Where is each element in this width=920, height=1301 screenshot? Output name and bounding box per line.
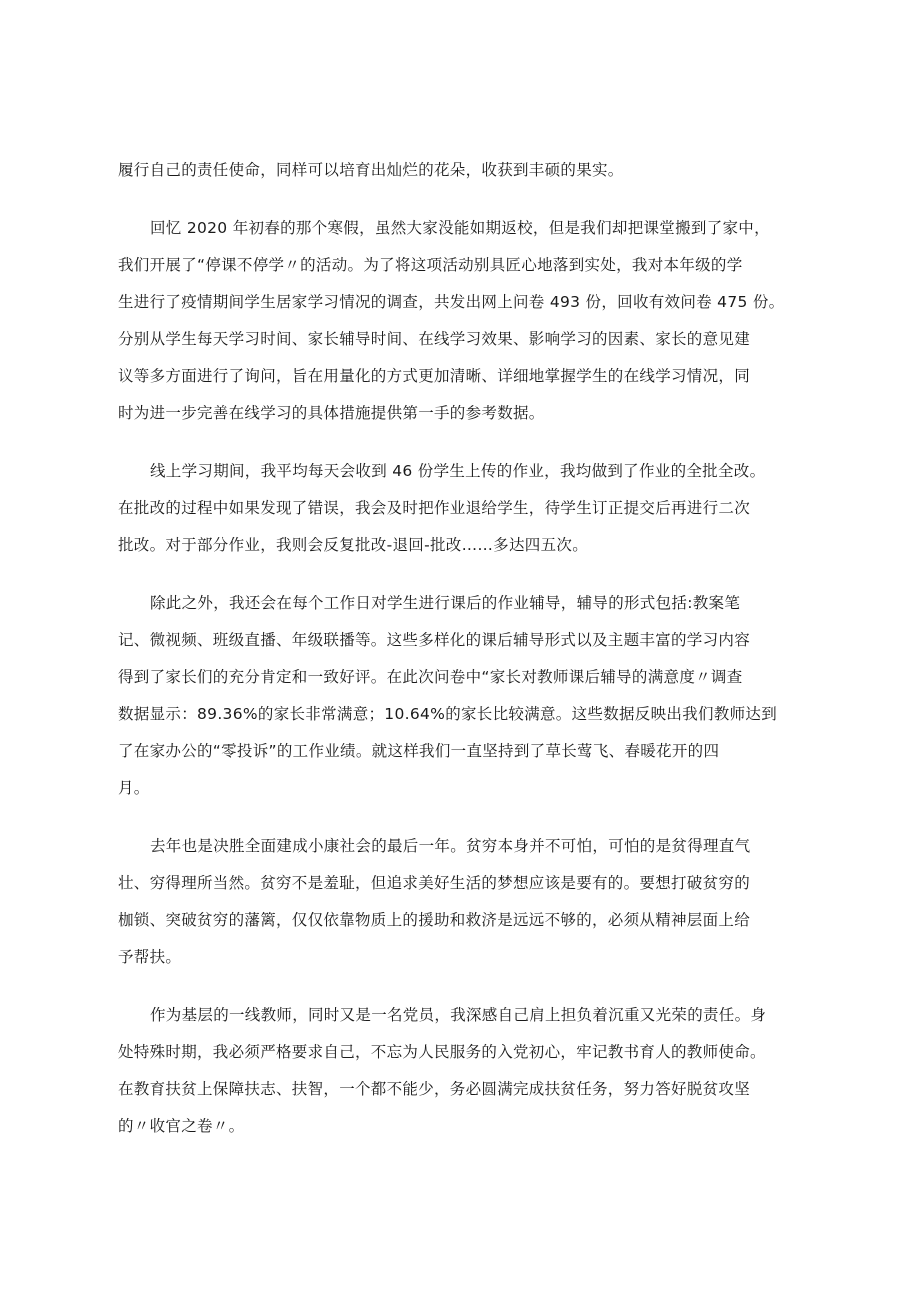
paragraph-line: 批改。对于部分作业，我则会反复批改-退回-批改……多达四五次。 <box>118 536 588 554</box>
paragraph-line: 予帮扶。 <box>118 948 182 966</box>
paragraph-line: 得到了家长们的充分肯定和一致好评。在此次问卷中“家长对教师课后辅导的满意度〃调查 <box>118 668 743 686</box>
paragraph-line: 议等多方面进行了询问，旨在用量化的方式更加清晰、详细地掌握学生的在线学习情况，同 <box>118 367 751 385</box>
paragraph-line: 分别从学生每天学习时间、家长辅导时间、在线学习效果、影响学习的因素、家长的意见建 <box>118 330 751 348</box>
paragraph-line: 记、微视频、班级直播、年级联播等。这些多样化的课后辅导形式以及主题丰富的学习内容 <box>118 631 751 649</box>
paragraph-line: 了在家办公的“零投诉”的工作业绩。就这样我们一直坚持到了草长莺飞、春暖花开的四 <box>118 742 720 760</box>
paragraph-line: 在教育扶贫上保障扶志、扶智，一个都不能少，务必圆满完成扶贫任务，努力答好脱贫攻坚 <box>118 1080 751 1098</box>
paragraph-line: 数据显示：89.36%的家长非常满意；10.64%的家长比较满意。这些数据反映出我们教师达到 <box>118 705 778 723</box>
paragraph-line: 在批改的过程中如果发现了错误，我会及时把作业退给学生，待学生订正提交后再进行二次 <box>118 499 751 517</box>
paragraph-line: 去年也是决胜全面建成小康社会的最后一年。贫穷本身并不可怕，可怕的是贫得理直气 <box>150 837 751 855</box>
paragraph-line: 的〃收官之卷〃。 <box>118 1117 245 1135</box>
paragraph-line: 枷锁、突破贫穷的藩篱，仅仅依靠物质上的援助和救济是远远不够的，必须从精神层面上给 <box>118 911 751 929</box>
paragraph-line: 壮、穷得理所当然。贫穷不是羞耻，但追求美好生活的梦想应该是要有的。要想打破贫穷的 <box>118 874 751 892</box>
paragraph-line: 履行自己的责任使命，同样可以培育出灿烂的花朵，收获到丰硕的果实。 <box>118 161 624 179</box>
paragraph-line: 线上学习期间，我平均每天会收到 46 份学生上传的作业，我均做到了作业的全批全改。 <box>150 462 766 480</box>
paragraph-line: 月。 <box>118 779 150 797</box>
paragraph-line: 处特殊时期，我必须严格要求自己，不忘为人民服务的入党初心，牢记教书育人的教师使命。 <box>118 1043 766 1061</box>
paragraph-line: 生进行了疫情期间学生居家学习情况的调查，共发出网上问卷 493 份，回收有效问卷 475 份。 <box>118 293 785 311</box>
paragraph-line: 我们开展了“停课不停学〃的活动。为了将这项活动别具匠心地落到实处，我对本年级的学 <box>118 256 743 274</box>
paragraph-line: 作为基层的一线教师，同时又是一名党员，我深感自己肩上担负着沉重又光荣的责任。身 <box>150 1006 767 1024</box>
paragraph-line: 时为进一步完善在线学习的具体措施提供第一手的参考数据。 <box>118 404 545 422</box>
paragraph-line: 除此之外，我还会在每个工作日对学生进行课后的作业辅导，辅导的形式包括:教案笔 <box>150 594 741 612</box>
paragraph-line: 回忆 2020 年初春的那个寒假，虽然大家没能如期返校，但是我们却把课堂搬到了家中， <box>150 219 770 237</box>
